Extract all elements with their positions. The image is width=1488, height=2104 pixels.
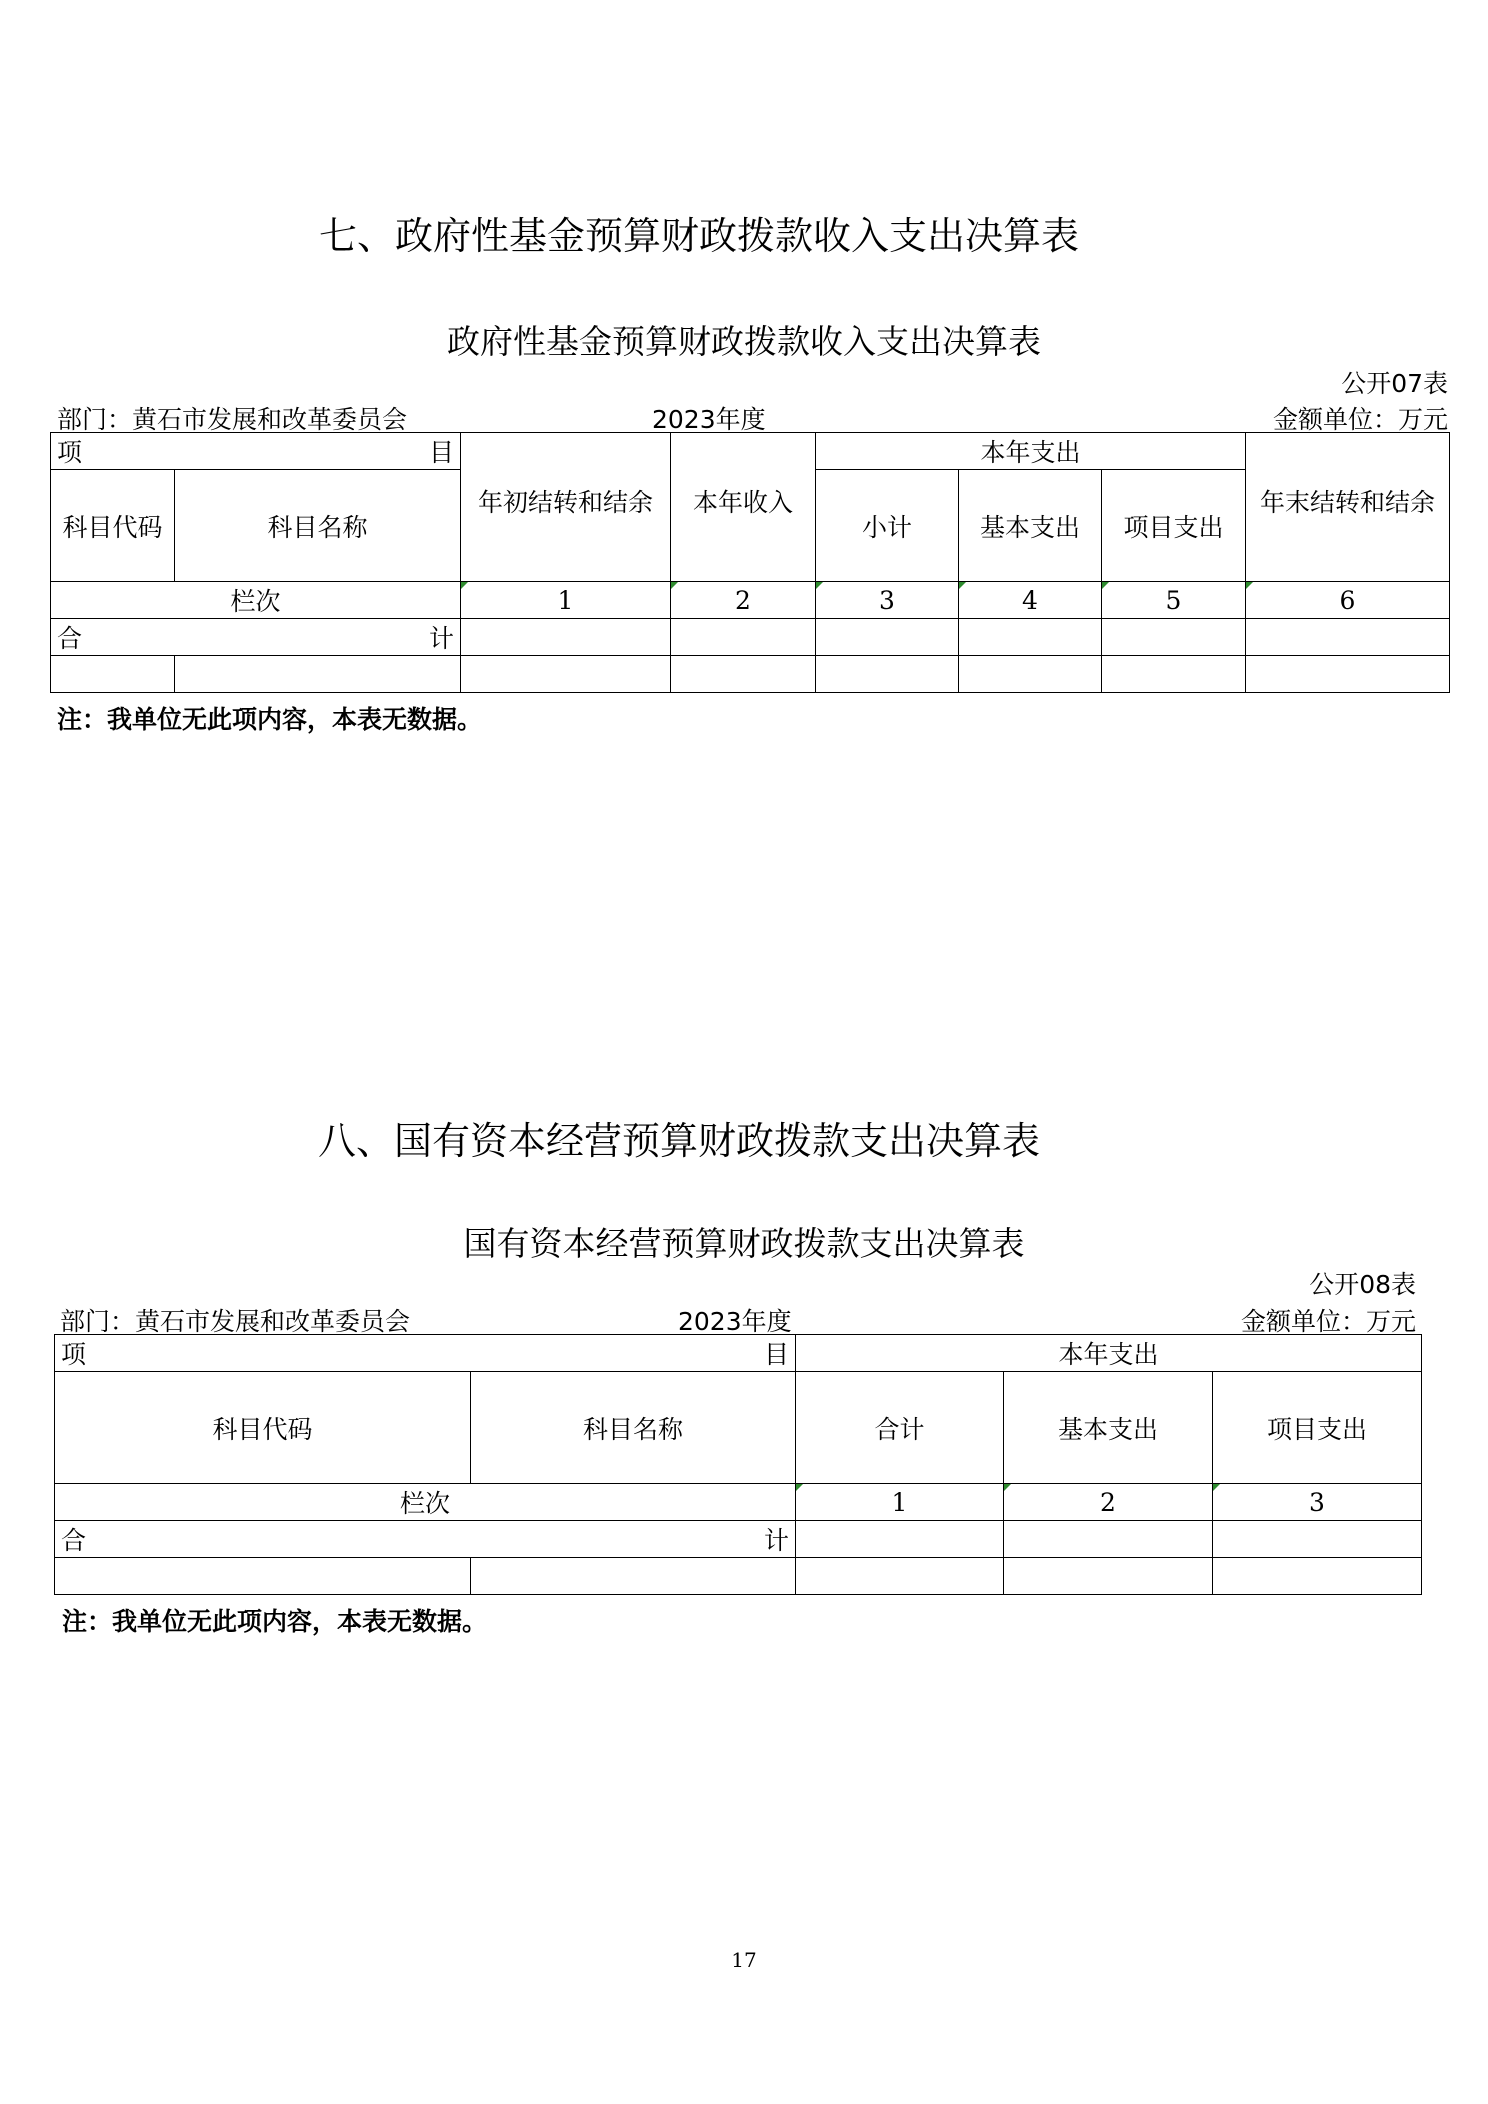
- column-index-label: 栏次: [51, 582, 461, 619]
- section-8-department: 部门：黄石市发展和改革委员会: [60, 1307, 411, 1336]
- section-8-heading: 八、国有资本经营预算财政拨款支出决算表: [317, 1119, 1040, 1163]
- code-header: 科目代码: [55, 1372, 471, 1484]
- empty-cell: [1213, 1558, 1422, 1595]
- empty-cell: [55, 1558, 471, 1595]
- column-index-label: 栏次: [55, 1484, 796, 1521]
- empty-cell: [1004, 1558, 1213, 1595]
- name-header: 科目名称: [175, 470, 461, 582]
- section-7-table-title: 政府性基金预算财政拨款收入支出决算表: [447, 322, 1041, 361]
- empty-cell: [471, 1558, 796, 1595]
- column-index: 5: [1102, 582, 1246, 619]
- section-7-note: 注：我单位无此项内容，本表无数据。: [57, 705, 483, 734]
- section-7-table: [50, 432, 1450, 693]
- empty-cell: [671, 656, 816, 693]
- empty-cell: [51, 656, 175, 693]
- page-number: 17: [731, 1948, 757, 1972]
- total-cell: [959, 619, 1102, 656]
- total-row-label: 合 计: [55, 1521, 796, 1558]
- empty-cell: [1246, 656, 1450, 693]
- expense-group-header: 本年支出: [796, 1335, 1422, 1372]
- column-index: 1: [796, 1484, 1004, 1521]
- total-cell: [1213, 1521, 1422, 1558]
- section-7-unit: 金额单位：万元: [1272, 405, 1448, 434]
- column-index: 3: [816, 582, 959, 619]
- project-header: 项目支出: [1102, 470, 1246, 582]
- end-balance-header: 年末结转和结余: [1246, 433, 1450, 582]
- total-cell: [671, 619, 816, 656]
- begin-balance-header: 年初结转和结余: [461, 433, 671, 582]
- total-cell: [461, 619, 671, 656]
- empty-cell: [959, 656, 1102, 693]
- column-index: 3: [1213, 1484, 1422, 1521]
- item-header: 项 目: [51, 433, 461, 470]
- column-index: 6: [1246, 582, 1450, 619]
- empty-cell: [816, 656, 959, 693]
- empty-cell: [796, 1558, 1004, 1595]
- column-index: 2: [671, 582, 816, 619]
- empty-cell: [461, 656, 671, 693]
- column-index: 2: [1004, 1484, 1213, 1521]
- basic-header: 基本支出: [1004, 1372, 1213, 1484]
- section-8-unit: 金额单位：万元: [1240, 1307, 1416, 1336]
- total-cell: [1102, 619, 1246, 656]
- section-8-year: 2023年度: [678, 1307, 792, 1336]
- basic-header: 基本支出: [959, 470, 1102, 582]
- expense-group-header: 本年支出: [816, 433, 1246, 470]
- section-7-heading: 七、政府性基金预算财政拨款收入支出决算表: [318, 214, 1079, 258]
- section-8-note: 注：我单位无此项内容，本表无数据。: [62, 1607, 488, 1636]
- section-7-year: 2023年度: [652, 405, 766, 434]
- project-header: 项目支出: [1213, 1372, 1422, 1484]
- total-cell: [1004, 1521, 1213, 1558]
- column-index: 4: [959, 582, 1102, 619]
- section-8-table: [54, 1334, 1422, 1595]
- name-header: 科目名称: [471, 1372, 796, 1484]
- subtotal-header: 小计: [816, 470, 959, 582]
- column-index: 1: [461, 582, 671, 619]
- total-header: 合计: [796, 1372, 1004, 1484]
- total-cell: [1246, 619, 1450, 656]
- total-cell: [816, 619, 959, 656]
- section-7-department: 部门：黄石市发展和改革委员会: [57, 405, 408, 434]
- total-row-label: 合 计: [51, 619, 461, 656]
- item-header: 项 目: [55, 1335, 796, 1372]
- code-header: 科目代码: [51, 470, 175, 582]
- total-cell: [796, 1521, 1004, 1558]
- section-8-table-title: 国有资本经营预算财政拨款支出决算表: [463, 1224, 1025, 1263]
- empty-cell: [1102, 656, 1246, 693]
- empty-cell: [175, 656, 461, 693]
- section-8-table-code: 公开08表: [1309, 1270, 1416, 1299]
- section-7-table-code: 公开07表: [1341, 369, 1448, 398]
- income-header: 本年收入: [671, 433, 816, 582]
